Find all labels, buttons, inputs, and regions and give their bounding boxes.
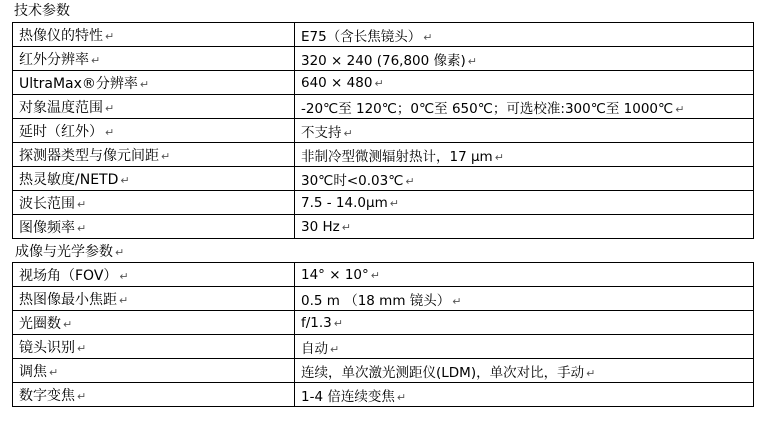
spec-label-cell <box>13 47 295 71</box>
spec-value-cell <box>295 71 754 95</box>
spec-label: UltraMax®分辨率 <box>19 75 138 92</box>
spec-label-cell <box>13 215 295 239</box>
spec-label-cell <box>13 119 295 143</box>
paragraph-mark-icon: ↵ <box>396 390 407 404</box>
spec-value: 14° × 10° <box>301 266 369 283</box>
spec-value-cell <box>295 335 754 359</box>
table-row <box>13 119 754 143</box>
section-heading-row <box>13 239 754 263</box>
spec-value: 不支持 <box>301 124 342 141</box>
spec-label: 热像仪的特性 <box>19 27 103 44</box>
table-row <box>13 167 754 191</box>
table-row <box>13 383 754 407</box>
paragraph-mark-icon: ↵ <box>586 366 596 380</box>
paragraph-mark-icon: ↵ <box>105 101 115 115</box>
spec-value-cell <box>295 311 754 335</box>
spec-value-cell <box>295 383 754 407</box>
spec-label: 波长范围 <box>19 195 75 212</box>
paragraph-mark-icon: ↵ <box>119 293 129 307</box>
spec-label: 热图像最小焦距 <box>19 291 117 308</box>
paragraph-mark-icon: ↵ <box>343 126 353 140</box>
table-row <box>13 215 754 239</box>
spec-label-cell <box>13 335 295 359</box>
table-row <box>13 95 754 119</box>
spec-table <box>12 22 754 407</box>
paragraph-mark-icon: ↵ <box>330 342 340 356</box>
spec-label: 热灵敏度/NETD <box>19 171 119 188</box>
spec-value: 连续，单次激光测距仪(LDM)，单次对比，手动 <box>301 364 585 381</box>
paragraph-mark-icon: ↵ <box>370 268 380 282</box>
spec-label: 延时（红外） <box>19 123 103 140</box>
paragraph-mark-icon: ↵ <box>77 221 87 235</box>
spec-value-cell <box>295 167 754 191</box>
spec-value-cell <box>295 143 754 167</box>
spec-label-cell <box>13 287 295 311</box>
paragraph-mark-icon: ↵ <box>91 53 101 67</box>
paragraph-mark-icon: ↵ <box>77 341 87 355</box>
spec-value: 自动 <box>301 340 328 357</box>
table-row <box>13 71 754 95</box>
table-row <box>13 47 754 71</box>
table-row <box>13 287 754 311</box>
paragraph-mark-icon: ↵ <box>341 220 351 234</box>
spec-value-cell <box>295 215 754 239</box>
table-row <box>13 263 754 287</box>
spec-label-cell <box>13 263 295 287</box>
table-row <box>13 191 754 215</box>
paragraph-mark-icon: ↵ <box>333 316 343 330</box>
paragraph-mark-icon: ↵ <box>494 150 504 164</box>
table-row <box>13 359 754 383</box>
paragraph-mark-icon: ↵ <box>389 196 399 210</box>
spec-value: E75（含长焦镜头） <box>301 28 422 45</box>
paragraph-mark-icon: ↵ <box>77 197 87 211</box>
paragraph-mark-icon: ↵ <box>452 294 462 308</box>
spec-value-cell <box>295 47 754 71</box>
spec-value: 320 × 240 (76,800 像素) <box>301 52 466 69</box>
section-heading-label: 成像与光学参数 <box>15 243 113 260</box>
spec-value: f/1.3 <box>301 314 332 331</box>
paragraph-mark-icon: ↵ <box>120 173 130 187</box>
paragraph-mark-icon: ↵ <box>115 245 125 259</box>
spec-label-cell <box>13 311 295 335</box>
spec-label-cell <box>13 71 295 95</box>
spec-value: 1-4 倍连续变焦 <box>301 388 395 405</box>
spec-label: 镜头识别 <box>19 339 75 356</box>
spec-label: 图像频率 <box>19 219 75 236</box>
paragraph-mark-icon: ↵ <box>119 269 129 283</box>
table-row <box>13 335 754 359</box>
spec-value-cell <box>295 263 754 287</box>
spec-value: 640 × 480 <box>301 74 373 91</box>
spec-value-cell <box>295 287 754 311</box>
spec-value-cell <box>295 95 754 119</box>
spec-label-cell <box>13 383 295 407</box>
spec-label: 调焦 <box>19 363 47 380</box>
spec-label-cell <box>13 191 295 215</box>
paragraph-mark-icon: ↵ <box>423 30 433 44</box>
spec-label: 对象温度范围 <box>19 99 103 116</box>
spec-value: 非制冷型微测辐射热计，17 μm <box>301 148 493 165</box>
paragraph-mark-icon: ↵ <box>49 365 59 379</box>
paragraph-mark-icon: ↵ <box>374 76 384 90</box>
spec-label-cell <box>13 23 295 47</box>
table-row <box>13 23 754 47</box>
spec-label: 光圈数 <box>19 315 61 332</box>
paragraph-mark-icon: ↵ <box>161 149 171 163</box>
spec-value-cell <box>295 191 754 215</box>
table-row <box>13 143 754 167</box>
paragraph-mark-icon: ↵ <box>467 54 478 68</box>
spec-label-cell <box>13 167 295 191</box>
paragraph-mark-icon: ↵ <box>405 174 415 188</box>
spec-label: 探测器类型与像元间距 <box>19 147 159 164</box>
spec-value: 7.5 - 14.0μm <box>301 194 388 211</box>
paragraph-mark-icon: ↵ <box>675 102 685 116</box>
spec-value-cell <box>295 119 754 143</box>
spec-label-cell <box>13 143 295 167</box>
paragraph-mark-icon: ↵ <box>105 29 115 43</box>
spec-value: -20℃至 120℃；0℃至 650℃；可选校准:300℃至 1000℃ <box>301 100 674 117</box>
spec-value-cell <box>295 23 754 47</box>
spec-table-body <box>13 23 754 407</box>
paragraph-mark-icon: ↵ <box>139 77 150 91</box>
spec-label: 红外分辨率 <box>19 51 89 68</box>
spec-label-cell <box>13 359 295 383</box>
page-title: 技术参数 <box>14 3 70 19</box>
paragraph-mark-icon: ↵ <box>77 389 87 403</box>
spec-value-cell <box>295 359 754 383</box>
spec-value: 30 Hz <box>301 218 340 235</box>
spec-label-cell <box>13 95 295 119</box>
paragraph-mark-icon: ↵ <box>63 317 73 331</box>
spec-value: 0.5 m （18 mm 镜头） <box>301 292 451 309</box>
spec-value: 30℃时<0.03℃ <box>301 172 404 189</box>
paragraph-mark-icon: ↵ <box>105 125 115 139</box>
spec-label: 数字变焦 <box>19 387 75 404</box>
table-row <box>13 311 754 335</box>
section-heading <box>13 239 754 263</box>
spec-label: 视场角（FOV） <box>19 267 118 284</box>
